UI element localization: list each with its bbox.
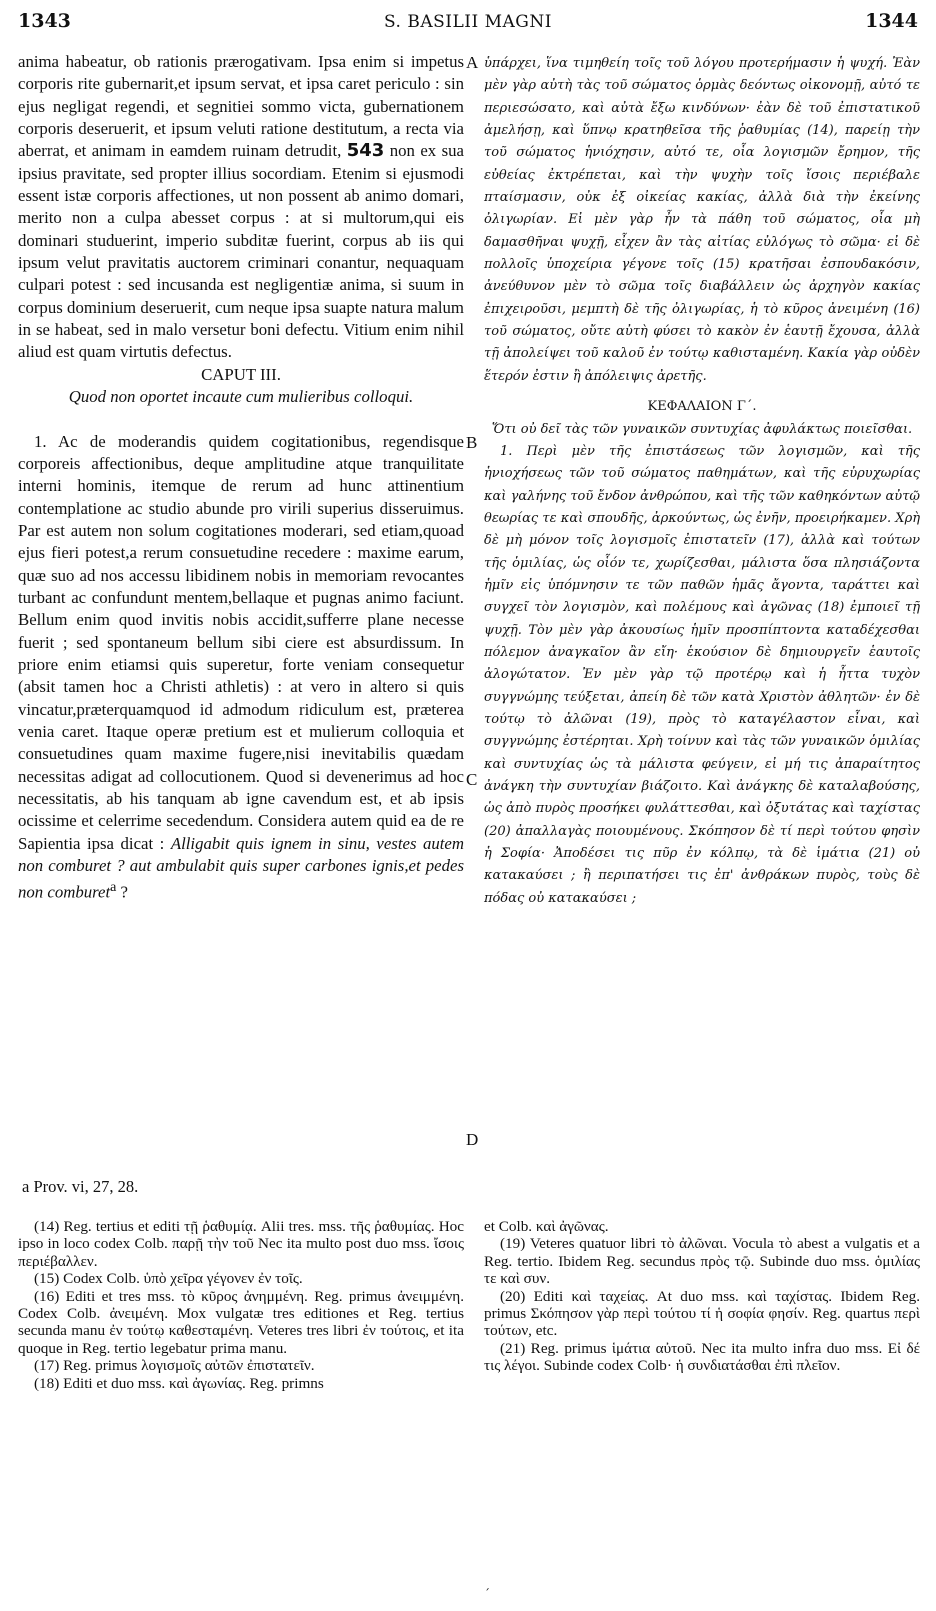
running-title: S. BASILII MAGNI [384,12,552,32]
footnotes-left [18,1218,464,1392]
greek-column [484,53,920,910]
greek-chapter-heading: ΚΕΦΑΛΑΙΟΝ Γ΄. [647,399,757,415]
latin-p2-text: 1. Ac de moderandis quidem cogitationibus, regendisque corporeis affectionibus, deque amplitudine atque tranquilitate interni hominis, itemque de rerum ad hunc attinentium contemplatione ac studio abunde pro virili superius disseruimus. Par est autem non solum cogitationes moderari, sed etiam,quoad ejus fieri potest,a rerum consuetudine recedere : maxime earum, quæ suo ad nos accessu libidinem nobis in memoriam revocantes turbant ac confundunt mentem,bellaque et pugnas animo faciunt. Bellum enim quod invitis nobis accidit,sufferre plane necesse fuerit ; sed spontaneum bellum sibi ciere est absurdissum. In priore enim etiamsi quis superetur, forte veniam consequetur (absit tamen hoc a Christi athletis) : at vero in altero si quis vincatur,præterquamquod id admodum ridiculum est, præterea venia caret. Itaque operæ pretium est et mulierum colloquia et consuetudines quam maxime fugere,nisi inevitabilis quædam necessitas adigat ad collocutionem. Quod si devenerimus ad hoc necessitatis, ab his tanquam ab igne cavendum est, et ab ipsis ocissime et celerrime secedendum. Considera autem quid ea de re Sapientia ipsa dicat : [18,431,464,853]
latin-p1-text-b: non ex sua ipsius pravitate, sed propter illius socordiam. Etenim si ejusmodi essent istæ corporis affectiones, ut non possent ab animo domari, merito non a culpa abesset corpus : at si multorum,qui eis dominari studuerint, imperio subditæ fuerint, corpus ab iis qui ipsum velut pravitatis auctorem criminari conantur, nequaquam culpari potest : sed incusanda est negligentiæ anima, si suum in corpus dominium deseruerit, cum neque ipsa suapte natura malum in se habeat, sed in malo versetur boni defectu. Vitium enim nihil aliud est quam virtutis defectus. [18,141,464,362]
stray-mark: ´ [484,1587,490,1601]
footnote: (21) Reg. primus ἱμάτια αὐτοῦ. Nec ita multo infra duo mss. Εἰ δέ τις λέγοι. Subinde codex Colb· ἡ συνδιατάσθαι ἐπὶ πλεῖον. [484,1339,920,1375]
footnotes-right [484,1218,920,1375]
latin-footnote-ref: a [110,880,117,896]
spacer [484,388,920,396]
latin-chapter-heading: CAPUT III. [201,364,281,384]
running-header [18,10,918,40]
margin-letter-c: C [466,770,478,789]
latin-p2-end: ? [116,882,128,902]
latin-paragraph-2 [18,431,464,905]
greek-chapter-title: Ὅτι οὐ δεῖ τὰς τῶν γυναικῶν συντυχίας ἀφυλάκτως ποιεῖσθαι. [491,421,913,437]
latin-paragraph-1 [18,51,464,364]
column-number: 543 [346,140,385,162]
footnote: (18) Editi et duo mss. καὶ ἀγωνίας. Reg. primns [34,1374,324,1392]
latin-p1-text-a: anima habeatur, ob rationis prærogativam. Ipsa enim si impetus corporis rite gubernarit,et ipsum servat, et ipsa caret periculo : sin ejus negligat regendi, et segnitiei sommo victa, gubernationem corporis deseruerit, et ipsum veluti ratione destitutum, a recta via aberrat, et animam in eamdem ruinam detrudit, [18,52,464,161]
footnote: (19) Veteres quatuor libri τὸ ἀλῶναι. Vocula τὸ abest a vulgatis et a Reg. tertio. Ibidem Reg. secundus πρὸς τῷ. Subinde duo mss. ὁμιλίας τε καὶ συν. [484,1235,920,1288]
footnote-continuation: et Colb. καὶ ἀγῶνας. [484,1218,609,1235]
latin-chapter-title: Quod non oportet incaute cum mulieribus colloqui. [68,387,414,407]
footnote: (14) Reg. tertius et editi τῇ ῥαθυμίᾳ. Alii tres. mss. τῆς ῥαθυμίας. Hoc ipso in loco codex Colb. παρῇ τὴν τοῦ Nec ita multo post duo mss. ἴσοις περιέβαλλεν. [18,1218,464,1270]
scripture-reference: a Prov. vi, 27, 28. [22,1177,139,1196]
greek-paragraph-2: 1. Περὶ μὲν τῆς ἐπιστάσεως τῶν λογισμῶν, καὶ τῆς ἡνιοχήσεως τῶν τοῦ σώματος παθημάτων, καὶ τῆς εὐρυχωρίας καὶ γαλήνης τοῦ ἔνδον ἀνθρώπου, καὶ τῆς τῶν καθηκόντων αὐτῷ θεωρίας τε καὶ σπουδῆς, ἀρκούντως, ὡς ἐνῆν, προειρήκαμεν. Χρὴ δὲ μὴ μόνον τοῖς λογισμοῖς ἐπιστατεῖν (17), ἀλλὰ καὶ τούτων τῆς ὁμιλίας, ὡς οἷόν τε, χωρίζεσθαι, μάλιστα ὅσα πλησιάζοντα ἡμῖν εἰς ὑπόμνησιν τε τῶν παθῶν ἡμᾶς ἄγοντα, ταράττει καὶ συγχεῖ τὸν λογισμὸν, καὶ πολέμους καὶ ἀγῶνας (18) ἐμποιεῖ τῇ ψυχῇ. Τὸν μὲν γὰρ ἀκουσίως ἡμῖν προσπίπτοντα καταδέχεσθαι πόλεμον ἀναγκαῖον ἂν εἴη· ἑκούσιον δὲ δημιουργεῖν ἑαυτοῖς ἀλογώτατον. Ἐν μὲν γὰρ τῷ προτέρῳ καὶ ἡ ἧττα τυχὸν συγγνώμης τεύξεται, ἀπείη δὲ τῶν κατὰ Χριστὸν ἀθλητῶν· ἐν δὲ τούτῳ τὸ ἀλῶναι (19), πρὸς τὸ καταγέλαστον εἶναι, καὶ συγγνώμης ἐστέρηται. Χρὴ τοίνυν καὶ τὰς τῶν γυναικῶν ὁμιλίας καὶ συντυχίας ὡς τὰ μάλιστα φεύγειν, εἰ μή τις ἀπαραίτητος ἀνάγκη τὴν συντυχίαν βιάζοιτο. Καὶ ἀνάγκης δὲ καταλαβούσης, ὡς ἀπὸ πυρὸς προσήκει φυλάττεσθαι, καὶ ὀξυτάτας καὶ ταχίστας (20) ἀπαλλαγὰς ποιουμένους. Σκόπησον δὲ τί περὶ τούτου φησὶν ἡ Σοφία· Ἀποδέσει τις πῦρ ἐν κόλπῳ, τὰ δὲ ἱμάτια (21) οὐ κατακαύσει ; ἢ περιπατήσει τις ἐπ' ἀνθράκων πυρὸς, τοὺς δὲ πόδας οὐ κατακαύσει ; [484,443,920,906]
footnote: (17) Reg. primus λογισμοῖς αὐτῶν ἐπιστατεῖν. [34,1357,315,1375]
margin-letter-b: B [466,433,478,452]
footnote: (20) Editi καὶ ταχείας. At duo mss. καὶ ταχίστας. Ibidem Reg. primus Σκόπησον γὰρ περὶ τούτου τί ἡ σοφία φησίν. Reg. quartus περὶ τούτων, etc. [484,1287,920,1340]
margin-letter-d: D [466,1130,479,1149]
page-number-right: 1344 [865,10,918,32]
footnote: (16) Editi et tres mss. τὸ κῦρος ἀνημμένη. Reg. primus ἀνειμμένη. Codex Colb. ἀνειμένη. Mox vulgatæ tres editiones et Reg. tertius secunda manu ἐν τούτῳ καθεσταμένη. Veteres tres libri ἐν τούτοις, et ita quoque in Reg. tertio legebatur prima manu. [18,1287,464,1357]
greek-paragraph-1: ὑπάρχει, ἵνα τιμηθείη τοῖς τοῦ λόγου προτερήμασιν ἡ ψυχή. Ἐὰν μὲν γὰρ αὐτὴ τὰς τοῦ σώματος ὁρμὰς δεόντως οἰκονομῇ, αὐτό τε περιεσώσατο, καὶ αὐτὰ ἔξω κινδύνων· ἐὰν δὲ τοῦ ἐπιστατικοῦ ἀμελήσῃ, καὶ ὕπνῳ κρατηθεῖσα τῆς ῥαθυμίας (14), παρείῃ τὴν τοῦ σώματος ἡνιόχησιν, αὐτό τε, οἷα λογισμῶν ἔρημον, τῆς εὐθείας ἐκτρέπεται, καὶ τὴν ψυχὴν τοῖς ἴσοις περιέβαλε πταίσμασιν, οὐκ ἐξ οἰκείας κακίας, ἀλλὰ διὰ τὴν ἐκείνης ὀλιγωρίαν. Εἰ μὲν γὰρ ἦν τὰ πάθη τοῦ σώματος, οἷα μὴ δαμασθῆναι ψυχῇ, εἶχεν ἂν τὰς αἰτίας εὐλόγως τὸ σῶμα· εἰ δὲ πολλοῖς ὑποχείρια γέγονε τοῖς (15) κρατῆσαι ἐσπουδακόσιν, ἀνεύθυνον μὲν τὸ σῶμα τοῖς διαβάλλειν ὡς ἀρχηγὸν κακίας ἐπιχειροῦσι, μεμπτὴ δὲ τῆς ὀλιγωρίας, ἡ τὸ κῦρος ἀνειμένη (16) τοῦ σώματος, οὔτε αὐτὴ φύσει τὸ κακὸν ἐν ἑαυτῇ ἔχουσα, ἀλλὰ τῇ ἀπολείψει τοῦ καλοῦ ἐν τούτῳ καθισταμένη. Κακία γὰρ οὐδὲν ἕτερόν ἐστιν ἢ ἀπόλειψις ἀρετῆς. [484,56,920,384]
latin-column [18,51,464,904]
page-number-left: 1343 [18,10,71,32]
margin-letter-a: A [466,53,479,72]
latin-scripture-quote: Alligabit quis ignem in sinu, vestes autem non comburet ? aut ambulabit quis super carbones ignis,et pedes non comburet [18,833,465,902]
footnote: (15) Codex Colb. ὑπὸ χεῖρα γέγονεν ἐν τοῖς. [34,1270,303,1288]
spacer [18,409,464,431]
